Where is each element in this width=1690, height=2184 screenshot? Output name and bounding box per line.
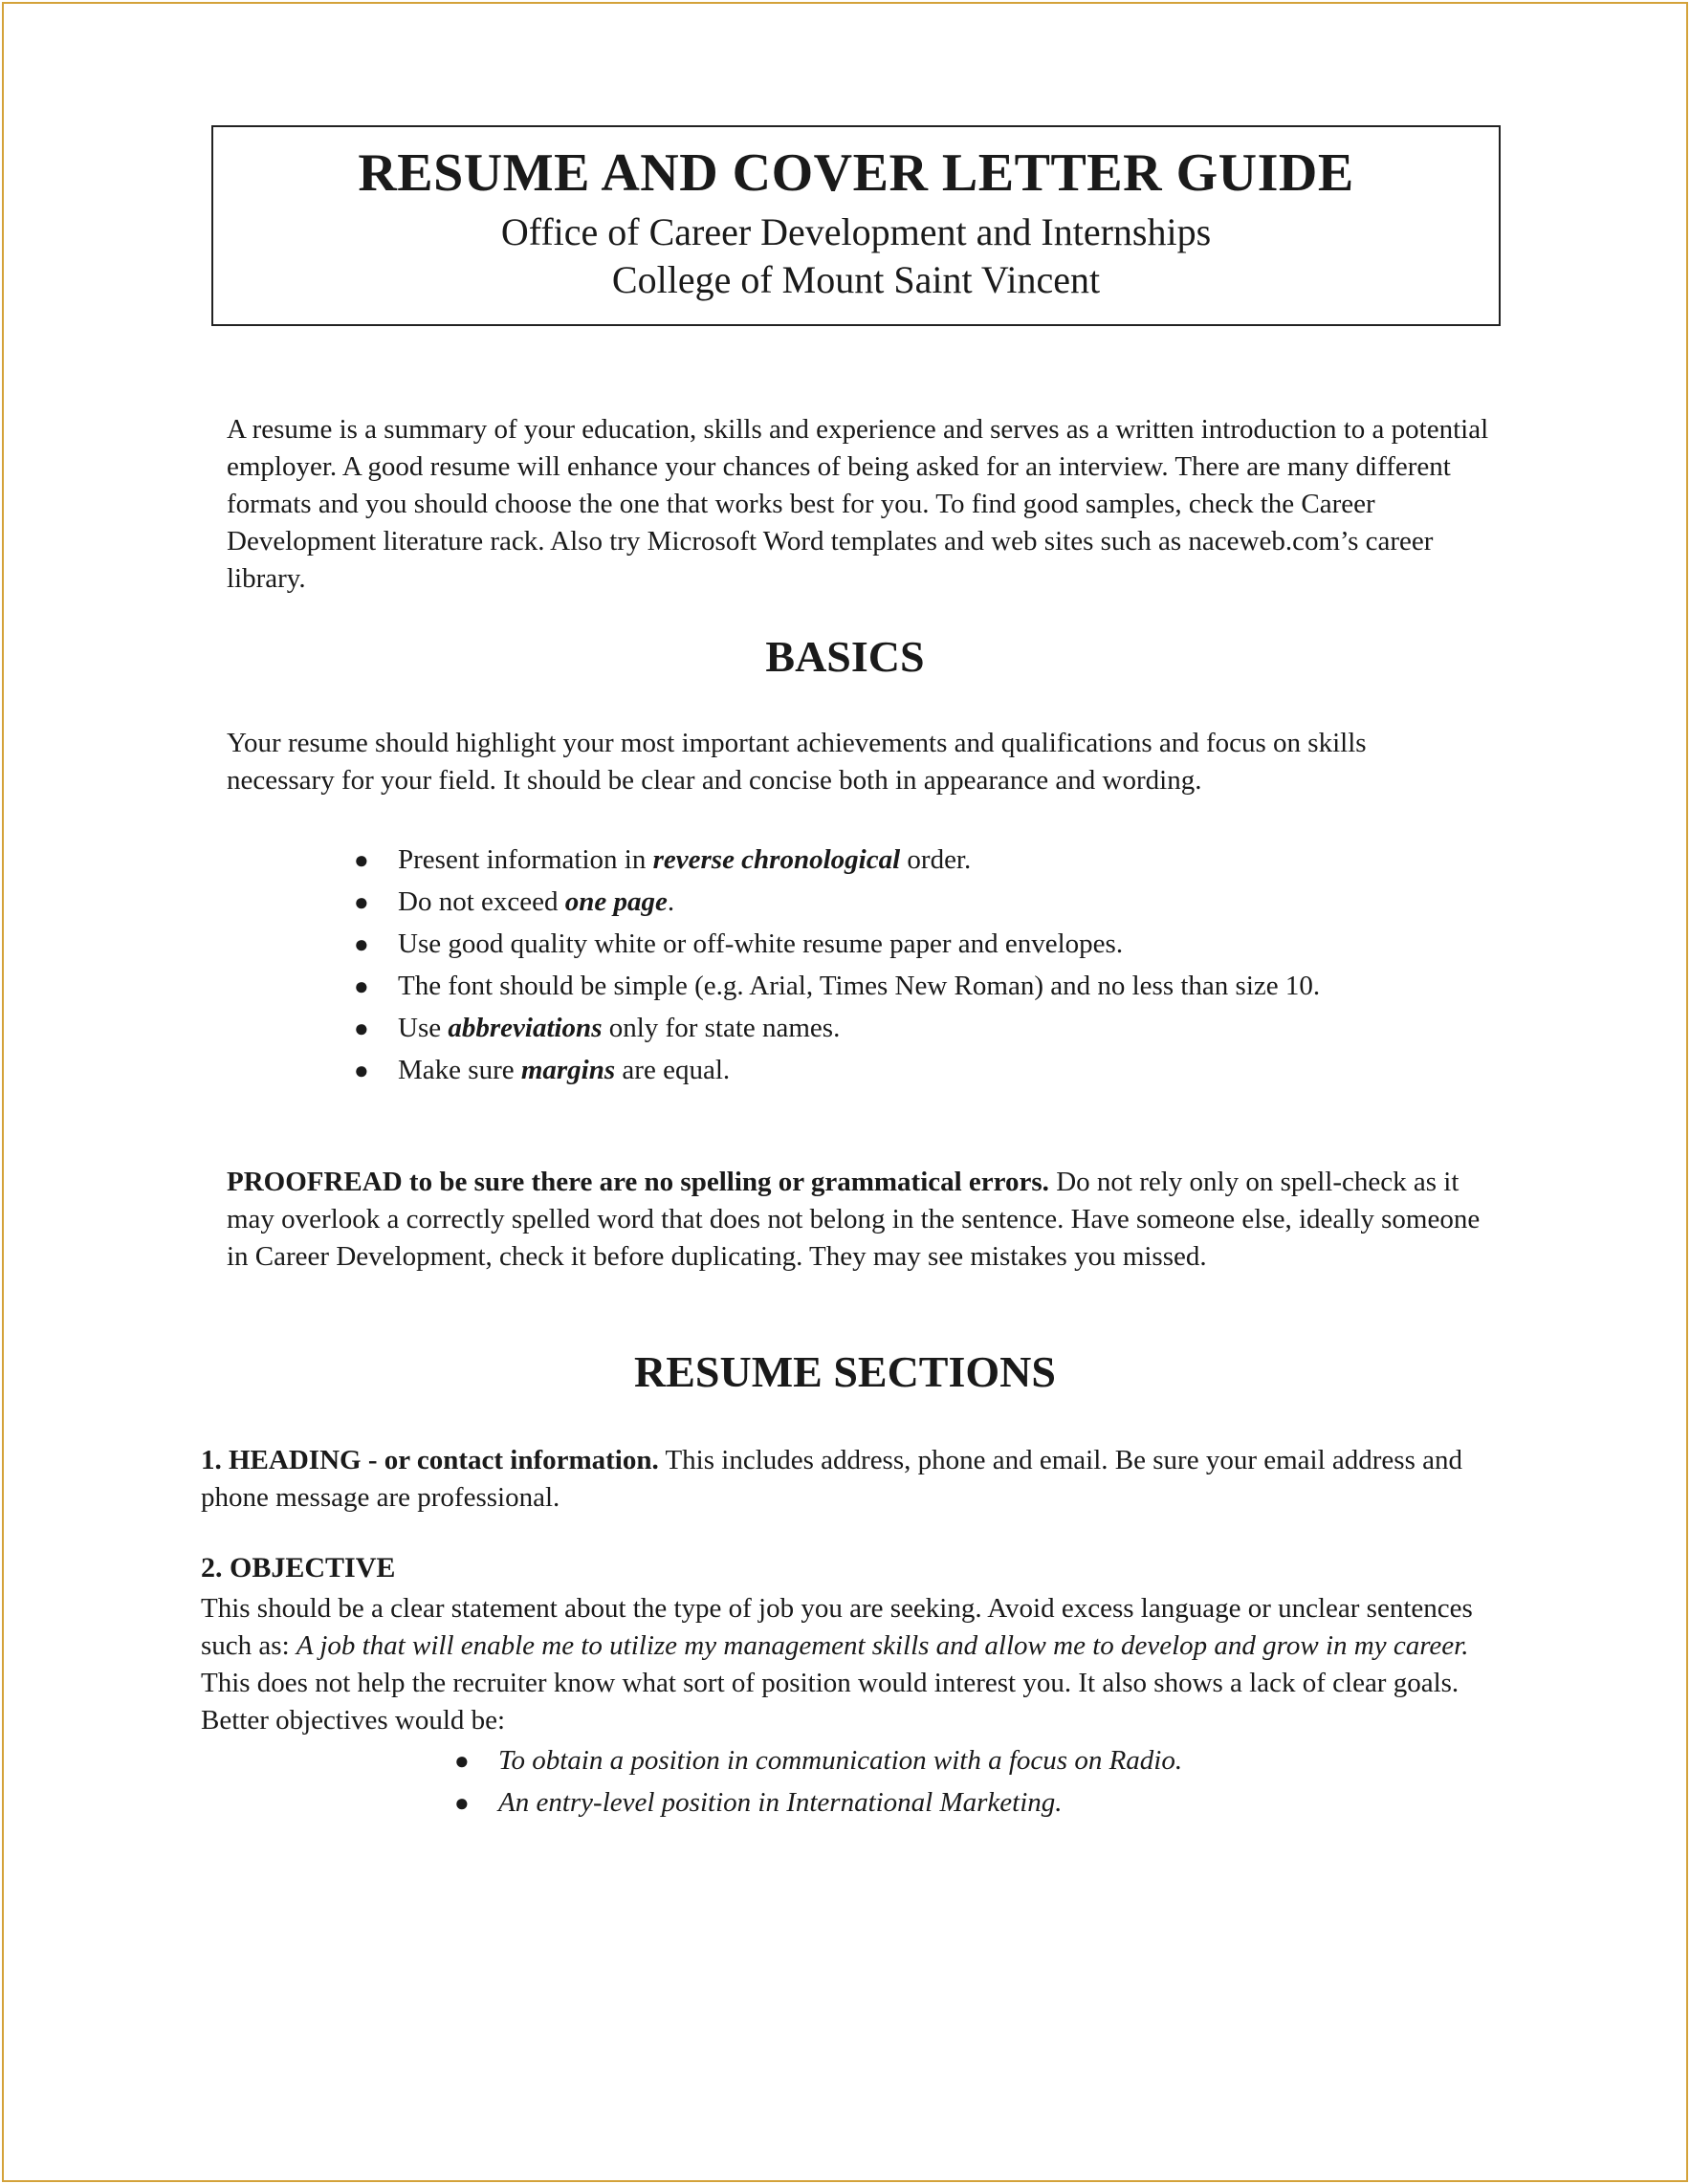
intro-paragraph: A resume is a summary of your education, skills and experience and serves as a written introduction to a potential employer. A good resume will enhance your chances of being asked for an interview. There are many different formats and you should choose the one that works best for you. To find good samples, check the Career Development literature rack. Also try Microsoft Word templates and web sites such as naceweb.com’s career library. — [227, 414, 1489, 594]
office-name: Office of Career Development and Internships — [500, 210, 1212, 253]
basics-heading: BASICS — [765, 632, 925, 681]
college-name: College of Mount Saint Vincent — [611, 258, 1101, 301]
document-title: RESUME AND COVER LETTER GUIDE — [358, 143, 1354, 203]
objective-paragraph — [201, 1590, 1497, 1739]
bullet-icon: ● — [354, 1057, 369, 1084]
bullet-icon: ● — [454, 1747, 470, 1775]
list-item: ● Make sure margins are equal. — [354, 1052, 1387, 1089]
proofread-emphasis: PROOFREAD to be sure there are no spelling or grammatical errors. — [227, 1167, 1049, 1197]
list-item: ● To obtain a position in communication with a focus on Radio. — [454, 1742, 1411, 1780]
proofread-text: Do not rely only on spell-check as it may overlook a correctly spelled word that does not belong in the sentence. Have someone else, ideally someone in Career Development, check it before duplicating. They may see mistakes you missed. — [227, 1167, 1481, 1272]
list-item: ● Do not exceed one page. — [354, 884, 1387, 921]
bullet-icon: ● — [354, 846, 369, 874]
bullet-icon: ● — [354, 1015, 369, 1042]
heading-section-paragraph — [201, 1442, 1482, 1517]
basics-paragraph: Your resume should highlight your most important achievements and qualifications and focus on skills necessary for your field. It should be clear and concise both in appearance and wording. — [227, 728, 1367, 796]
bullet-icon: ● — [354, 888, 369, 916]
resume-sections-heading: RESUME SECTIONS — [634, 1347, 1056, 1396]
list-item: ● Use abbreviations only for state names. — [354, 1010, 1387, 1047]
heading-section-text: This includes address, phone and email. Be sure your email address and phone message are professional. — [201, 1445, 1462, 1513]
heading-section-title: 1. HEADING - or contact information. — [201, 1445, 659, 1475]
objective-examples-list — [454, 1742, 1411, 1826]
list-item: ● Present information in reverse chronological order. — [354, 841, 1387, 879]
list-item: ● Use good quality white or off-white resume paper and envelopes. — [354, 926, 1387, 963]
proofread-paragraph — [227, 1164, 1499, 1276]
bullet-icon: ● — [354, 972, 369, 1000]
bullet-icon: ● — [454, 1789, 470, 1817]
title-box — [211, 125, 1501, 326]
list-item: ● The font should be simple (e.g. Arial, Times New Roman) and no less than size 10. — [354, 968, 1354, 1005]
objective-title: 2. OBJECTIVE — [201, 1552, 396, 1583]
list-item: ● An entry-level position in International Marketing. — [454, 1784, 1411, 1822]
bullet-icon: ● — [354, 930, 369, 958]
objective-text: This should be a clear statement about the type of job you are seeking. Avoid excess language or unclear sentences such as: — [201, 1593, 1473, 1661]
objective-text-continued: This does not help the recruiter know what sort of position would interest you. It also shows a lack of clear goals. Better objectives would be: — [201, 1668, 1460, 1736]
objective-bad-example: A job that will enable me to utilize my management skills and allow me to develop and grow in my career. — [296, 1630, 1469, 1661]
basics-bullet-list — [354, 841, 1387, 1094]
